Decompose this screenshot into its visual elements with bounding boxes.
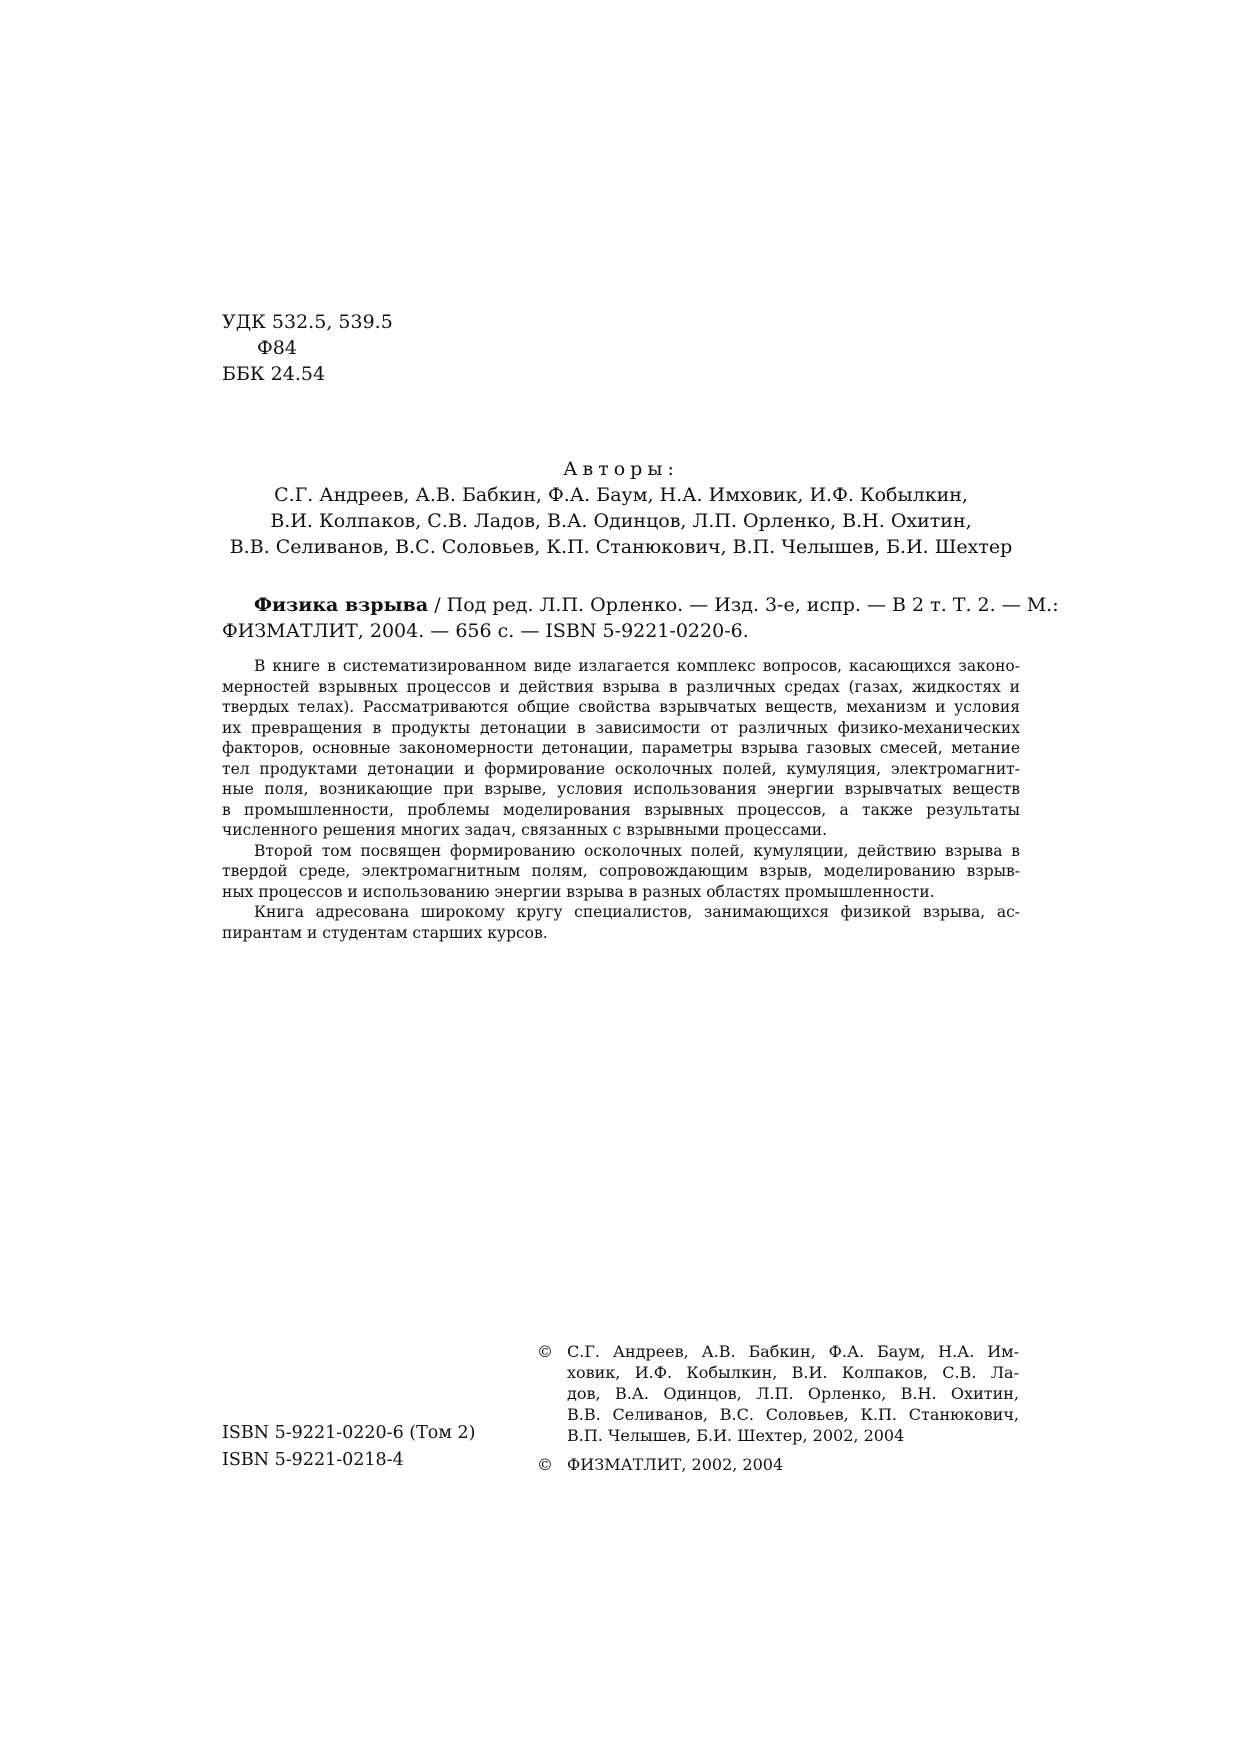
bibliographic-record bbox=[222, 592, 1059, 644]
abstract-line: Книга адресована широкому кругу специалистов, занимающихся физикой взрыва, ас- bbox=[254, 903, 1020, 921]
abstract-line: пирантам и студентам старших курсов. bbox=[222, 923, 548, 942]
copyright-icon: © bbox=[537, 1342, 553, 1361]
abstract bbox=[222, 656, 1020, 943]
authors-line: В.И. Колпаков, С.В. Ладов, В.А. Одинцов, Л.П. Орленко, В.Н. Охитин, bbox=[270, 510, 972, 532]
copyright-block bbox=[537, 1341, 1019, 1475]
udk-code: УДК 532.5, 539.5 bbox=[222, 311, 393, 333]
author-mark-code: Ф84 bbox=[257, 337, 297, 359]
abstract-line: мерностей взрывных процессов и действия взрыва в различных средах (газах, жидкостях и bbox=[222, 677, 1020, 696]
abstract-line: В книге в систематизированном виде излагается комплекс вопросов, касающихся законо- bbox=[254, 657, 1020, 675]
abstract-line: их превращения в продукты детонации в зависимости от различных физико-механических bbox=[222, 718, 1020, 737]
copyright-publisher bbox=[537, 1454, 1019, 1475]
copyright-line: В.В. Селиванов, В.С. Соловьев, К.П. Станюкович, bbox=[567, 1405, 1019, 1424]
copyright-authors bbox=[537, 1341, 1019, 1446]
abstract-line: твердой среде, электромагнитным полям, сопровождающим взрыв, моделированию взрыв- bbox=[222, 862, 1020, 880]
abstract-line: ные поля, возникающие при взрыве, условия использования энергии взрывчатых веществ bbox=[222, 780, 1020, 798]
authors-block bbox=[222, 456, 1020, 560]
authors-line: В.В. Селиванов, В.С. Соловьев, К.П. Станюкович, В.П. Челышев, Б.И. Шехтер bbox=[229, 536, 1013, 558]
authors-heading: Авторы: bbox=[563, 458, 679, 480]
authors-line: С.Г. Андреев, А.В. Бабкин, Ф.А. Баум, Н.А. Имховик, И.Ф. Кобылкин, bbox=[274, 484, 968, 506]
classification-block bbox=[222, 309, 393, 387]
abstract-line: численного решения многих задач, связанных с взрывными процессами. bbox=[222, 821, 828, 839]
bbk-code: ББК 24.54 bbox=[222, 363, 326, 385]
copyright-line: В.П. Челышев, Б.И. Шехтер, 2002, 2004 bbox=[567, 1426, 905, 1445]
copyright-publisher-text: ФИЗМАТЛИТ, 2002, 2004 bbox=[567, 1455, 784, 1474]
abstract-line: твердых телах). Рассматриваются общие свойства взрывчатых веществ, механизм и условия bbox=[222, 698, 1020, 716]
isbn-set: ISBN 5-9221-0218-4 bbox=[222, 1450, 404, 1470]
biblio-line-2: ФИЗМАТЛИТ, 2004. — 656 с. — ISBN 5-9221-0220-6. bbox=[222, 620, 749, 642]
copyright-line: дов, В.А. Одинцов, Л.П. Орленко, В.Н. Охитин, bbox=[567, 1384, 1019, 1403]
isbn-volume: ISBN 5-9221-0220-6 (Том 2) bbox=[222, 1423, 476, 1443]
copyright-icon: © bbox=[537, 1455, 553, 1474]
isbn-block bbox=[222, 1420, 475, 1474]
abstract-line: ных процессов и использованию энергии взрыва в разных областях промышленности. bbox=[222, 882, 935, 901]
abstract-line: Второй том посвящен формированию осколочных полей, кумуляции, действию взрыва в bbox=[254, 841, 1020, 860]
copyright-line: С.Г. Андреев, А.В. Бабкин, Ф.А. Баум, Н.А. Им- bbox=[567, 1342, 1019, 1361]
biblio-line-1 bbox=[222, 592, 1059, 618]
biblio-editor-edition: / Под ред. Л.П. Орленко. — Изд. 3-е, испр. — В 2 т. Т. 2. — М.: bbox=[428, 594, 1059, 616]
book-title: Физика взрыва bbox=[254, 594, 429, 616]
abstract-line: факторов, основные закономерности детонации, параметры взрыва газовых смесей, метание bbox=[222, 739, 1020, 757]
copyright-line: ховик, И.Ф. Кобылкин, В.И. Колпаков, С.В. Ла- bbox=[567, 1363, 1019, 1382]
abstract-line: тел продуктами детонации и формирование осколочных полей, кумуляция, электромагнит- bbox=[222, 759, 1020, 778]
abstract-line: в промышленности, проблемы моделирования взрывных процессов, а также результаты bbox=[222, 800, 1020, 819]
